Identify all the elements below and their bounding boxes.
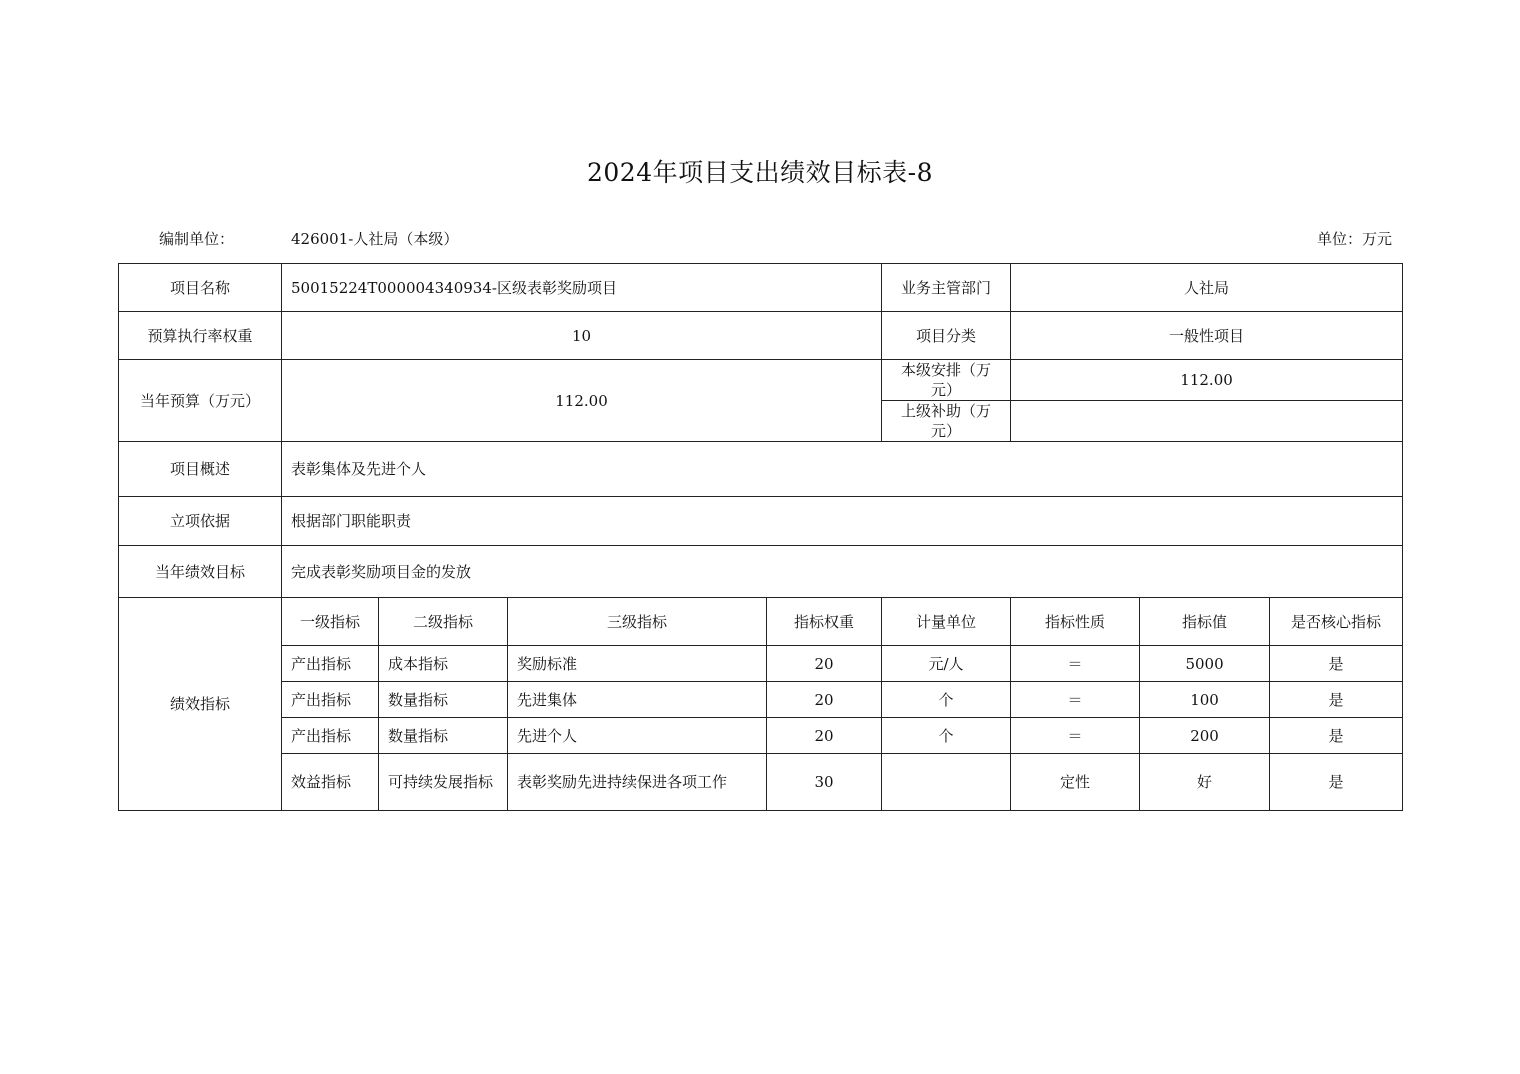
table-row	[119, 682, 1403, 718]
header-level3: 三级指标	[508, 598, 767, 646]
cell-level1: 产出指标	[282, 646, 379, 682]
row-project-name	[119, 264, 1403, 312]
cell-weight: 20	[767, 646, 882, 682]
cell-weight: 30	[767, 754, 882, 811]
page-title: 2024年项目支出绩效目标表-8	[587, 158, 933, 187]
cell-unit	[882, 754, 1011, 811]
row-weight	[119, 312, 1403, 360]
cell-level3: 先进集体	[508, 682, 767, 718]
cell-value: 好	[1140, 754, 1270, 811]
cell-unit: 个	[882, 682, 1011, 718]
cell-nature: 定性	[1011, 754, 1140, 811]
unit-label: 单位：万元	[1316, 230, 1392, 248]
cell-nature: ＝	[1011, 682, 1140, 718]
org-value: 426001-人社局（本级）	[291, 230, 459, 248]
upper-value	[1011, 401, 1403, 442]
cell-value: 200	[1140, 718, 1270, 754]
table-row	[119, 754, 1403, 811]
cell-nature: ＝	[1011, 718, 1140, 754]
cell-level3: 先进个人	[508, 718, 767, 754]
weight-label: 预算执行率权重	[119, 312, 282, 360]
table-row	[119, 646, 1403, 682]
project-name-label: 项目名称	[119, 264, 282, 312]
indicator-header-row	[119, 598, 1403, 646]
cell-unit: 个	[882, 718, 1011, 754]
row-overview	[119, 442, 1403, 497]
header-weight: 指标权重	[767, 598, 882, 646]
header-level2: 二级指标	[379, 598, 508, 646]
cell-core: 是	[1270, 646, 1403, 682]
local-label: 本级安排（万元）	[882, 360, 1011, 401]
cell-level2: 成本指标	[379, 646, 508, 682]
cell-nature: ＝	[1011, 646, 1140, 682]
header-core: 是否核心指标	[1270, 598, 1403, 646]
overview-value: 表彰集体及先进个人	[282, 442, 1403, 497]
cell-level3: 表彰奖励先进持续保进各项工作	[508, 754, 767, 811]
cell-level2: 数量指标	[379, 682, 508, 718]
row-basis	[119, 497, 1403, 546]
dept-label: 业务主管部门	[882, 264, 1011, 312]
category-value: 一般性项目	[1011, 312, 1403, 360]
project-name-value: 50015224T000004340934-区级表彰奖励项目	[282, 264, 882, 312]
cell-value: 5000	[1140, 646, 1270, 682]
cell-value: 100	[1140, 682, 1270, 718]
goal-label: 当年绩效目标	[119, 546, 282, 598]
table-row	[119, 718, 1403, 754]
budget-label: 当年预算（万元）	[119, 360, 282, 442]
budget-value: 112.00	[282, 360, 882, 442]
overview-label: 项目概述	[119, 442, 282, 497]
dept-value: 人社局	[1011, 264, 1403, 312]
category-label: 项目分类	[882, 312, 1011, 360]
local-value: 112.00	[1011, 360, 1403, 401]
upper-label: 上级补助（万元）	[882, 401, 1011, 442]
header-nature: 指标性质	[1011, 598, 1140, 646]
cell-level2: 可持续发展指标	[379, 754, 508, 811]
performance-table	[118, 263, 1403, 811]
row-budget	[119, 360, 1403, 401]
basis-label: 立项依据	[119, 497, 282, 546]
weight-value: 10	[282, 312, 882, 360]
cell-level1: 产出指标	[282, 718, 379, 754]
cell-level1: 产出指标	[282, 682, 379, 718]
cell-unit: 元/人	[882, 646, 1011, 682]
goal-value: 完成表彰奖励项目金的发放	[282, 546, 1403, 598]
basis-value: 根据部门职能职责	[282, 497, 1403, 546]
row-goal	[119, 546, 1403, 598]
cell-core: 是	[1270, 754, 1403, 811]
cell-weight: 20	[767, 682, 882, 718]
header-unit: 计量单位	[882, 598, 1011, 646]
indicators-section-label: 绩效指标	[119, 598, 282, 811]
header-value: 指标值	[1140, 598, 1270, 646]
cell-weight: 20	[767, 718, 882, 754]
cell-level3: 奖励标准	[508, 646, 767, 682]
org-label: 编制单位：	[159, 230, 235, 248]
cell-core: 是	[1270, 718, 1403, 754]
cell-level1: 效益指标	[282, 754, 379, 811]
cell-level2: 数量指标	[379, 718, 508, 754]
cell-core: 是	[1270, 682, 1403, 718]
header-level1: 一级指标	[282, 598, 379, 646]
